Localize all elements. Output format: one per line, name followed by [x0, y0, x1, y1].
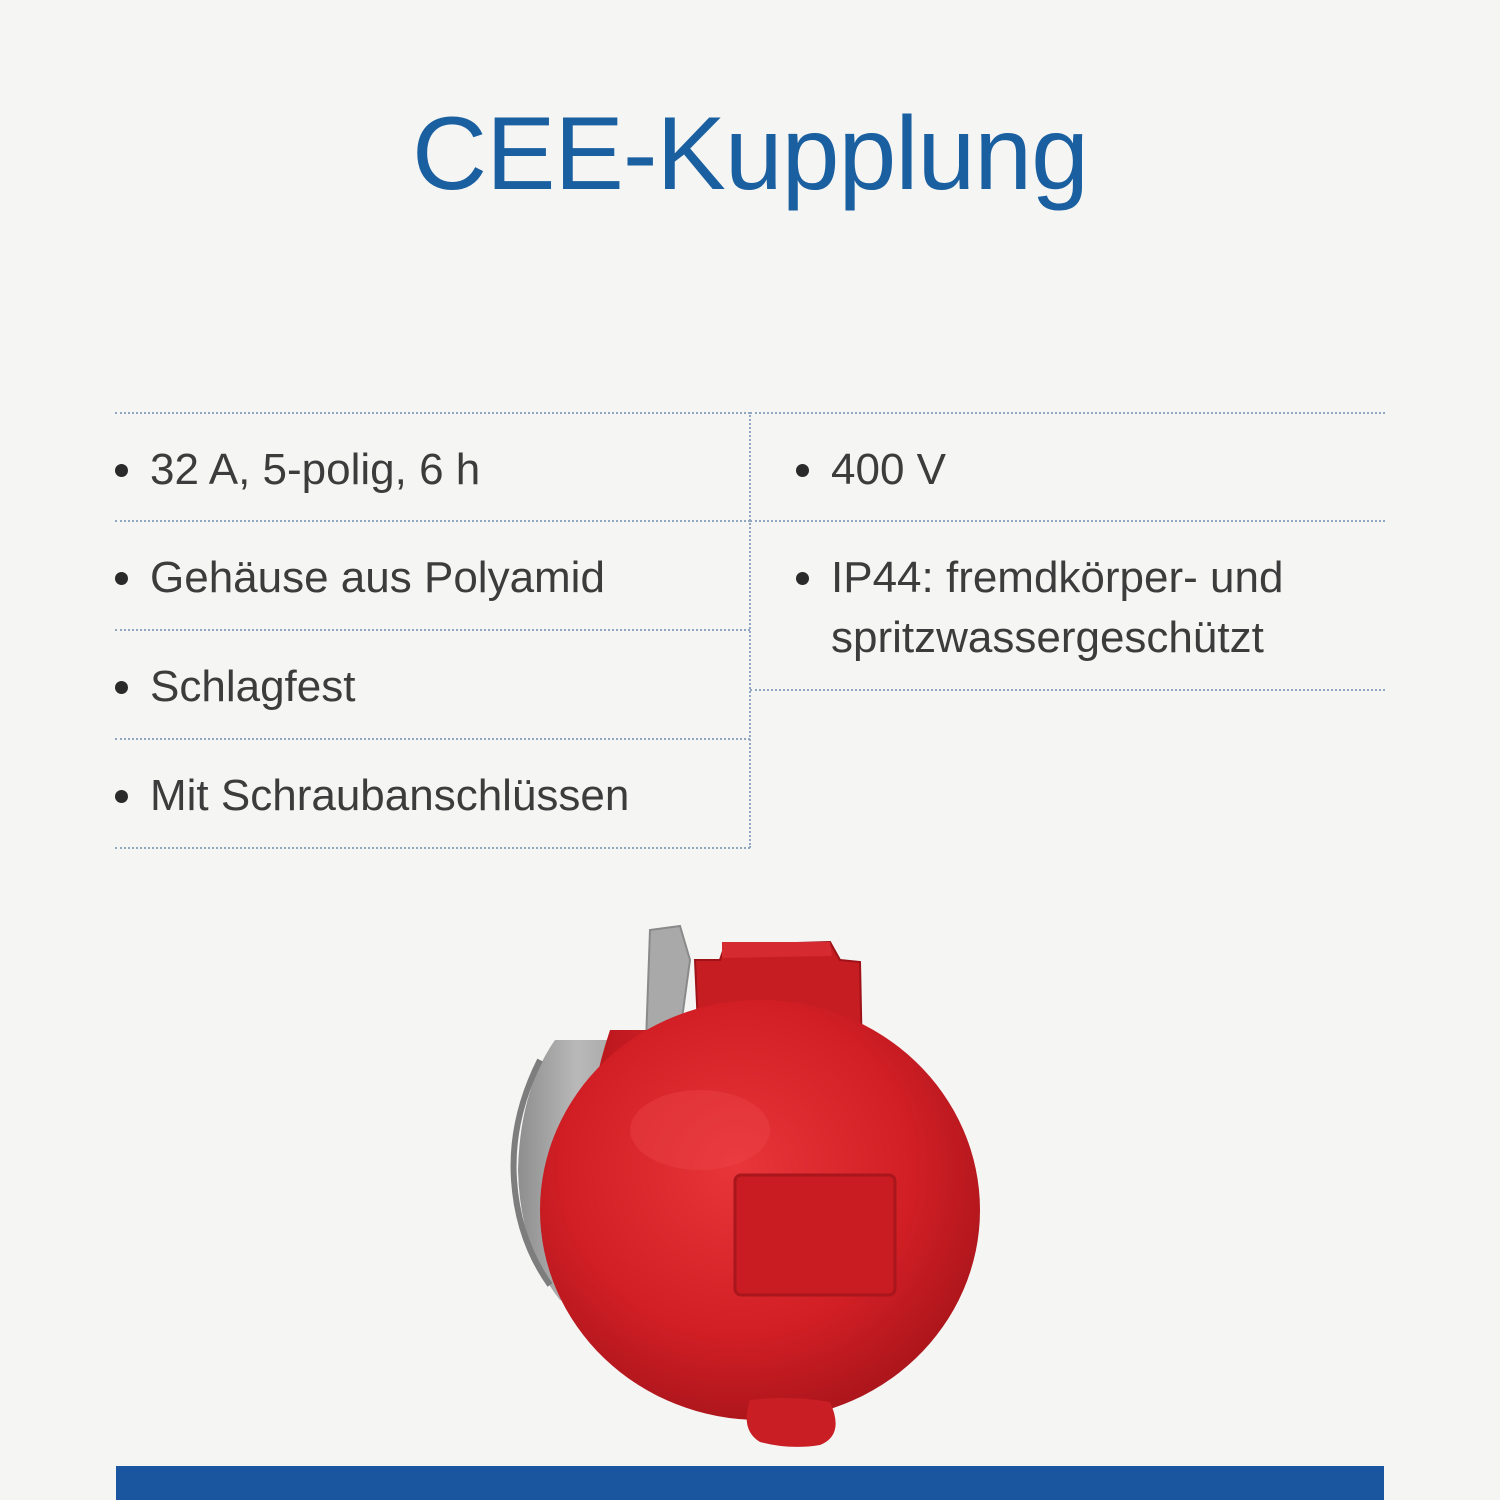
page-title: CEE-Kupplung [412, 96, 1088, 212]
bullet-icon [115, 681, 128, 694]
feature-item: Gehäuse aus Polyamid [115, 548, 735, 608]
product-image [500, 920, 1000, 1450]
bullet-icon [796, 572, 809, 585]
feature-item: Schlagfest [115, 657, 735, 717]
bullet-icon [115, 572, 128, 585]
feature-item: 400 V [796, 440, 1376, 500]
feature-item: IP44: fremdkörper- und spritzwassergeschützt [796, 548, 1376, 668]
row-divider [115, 738, 750, 740]
row-divider [750, 520, 1385, 522]
row-divider [115, 412, 750, 414]
bullet-icon [796, 464, 809, 477]
row-divider [115, 520, 750, 522]
bullet-icon [115, 464, 128, 477]
row-divider [115, 629, 750, 631]
row-divider [750, 412, 1385, 414]
feature-item: Mit Schraubanschlüssen [115, 766, 735, 826]
row-divider [750, 689, 1385, 691]
cee-coupling-socket-icon [500, 920, 1000, 1450]
feature-item: 32 A, 5-polig, 6 h [115, 440, 735, 500]
footer-bar [116, 1466, 1384, 1500]
feature-table [115, 412, 1385, 852]
bullet-icon [115, 790, 128, 803]
row-divider [115, 847, 750, 849]
